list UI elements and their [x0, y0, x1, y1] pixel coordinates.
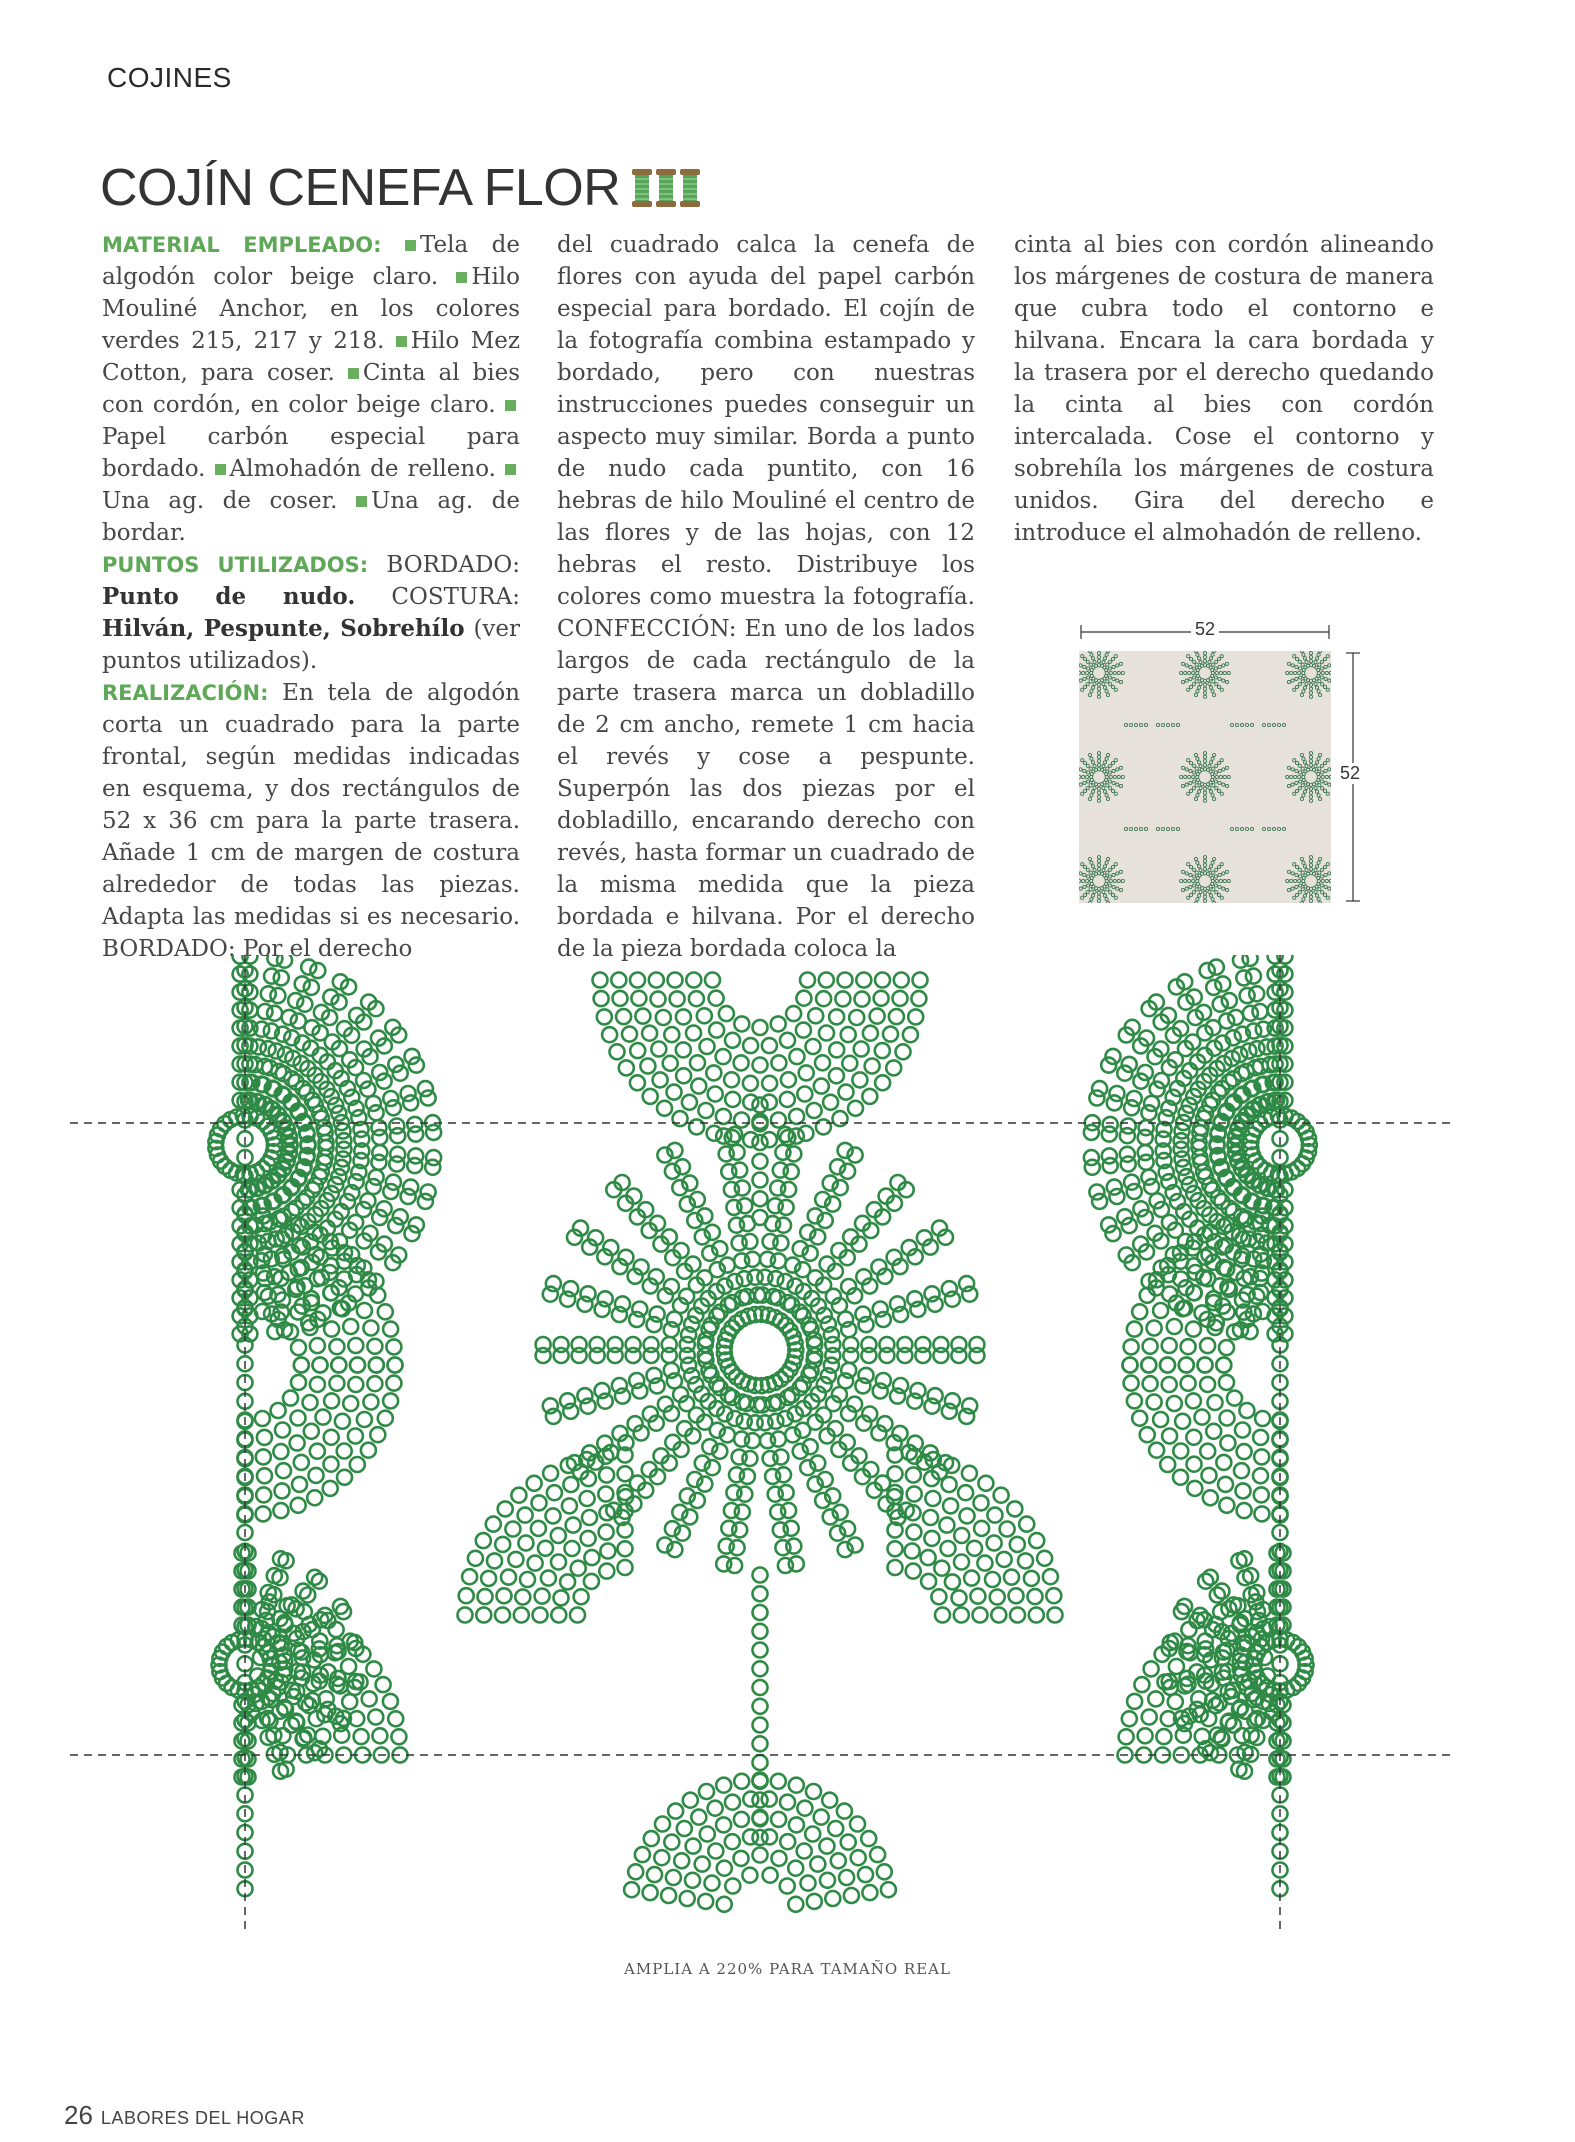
difficulty-rating: [632, 169, 700, 207]
material-item: Papel carbón especial para bordado.: [102, 424, 520, 482]
page-number: 26: [64, 2100, 93, 2130]
realizacion-label: REALIZACIÓN:: [102, 681, 269, 705]
cushion-thumbnail: [1079, 651, 1331, 903]
height-label: 52: [1336, 763, 1364, 784]
bullet-square-icon: [505, 464, 516, 475]
section-label: COJINES: [107, 62, 232, 93]
bullet-square-icon: [405, 240, 416, 251]
puntos-text: BORDADO:: [386, 552, 520, 578]
bullet-square-icon: [348, 368, 359, 379]
text-column-2: del cuadrado calca la cenefa de flores con ayuda del papel carbón especial para bordado. El cojín de la fotografía combina estampado y bordado, pero con nuestras instrucciones puedes conseguir un aspecto muy similar. Borda a punto de nudo cada puntito, con 16 hebras de hilo Mouliné el centro de las flores y de las hojas, con 12 hebras el resto. Distribuye los colores como muestra la fotografía. CONFECCIÓN: En uno de los lados largos de cada rectángulo de la parte trasera marca un dobladillo de 2 cm ancho, remete 1 cm hacia el revés y cose a pespunte. Superpón las dos piezas por el dobladillo, encarando derecho con revés, hasta formar un cuadrado de la misma medida que la pieza bordada e hilvana. Por el derecho de la pieza bordada coloca la: [557, 232, 975, 962]
thread-spool-icon: [656, 169, 676, 207]
bullet-square-icon: [356, 496, 367, 507]
thread-spool-icon: [632, 169, 652, 207]
material-item: Una ag. de bordar.: [102, 488, 520, 546]
bullet-square-icon: [215, 464, 226, 475]
text-column-3: cinta al bies con cordón alineando los márgenes de costura de manera que cubra todo el contorno e hilvana. Encara la cara bordada y la trasera por el derecho quedando la cinta al bies con cordón intercalada. Cose el contorno y sobrehíla los márgenes de costura unidos. Gira del derecho e introduce el almohadón de relleno.: [1014, 232, 1434, 546]
page-title: COJÍN CENEFA FLOR: [100, 159, 621, 217]
material-item: Cinta al bies con cordón, en color beige claro.: [102, 360, 521, 418]
puntos-stitch: Punto de nudo.: [102, 583, 356, 610]
material-label: MATERIAL EMPLEADO:: [102, 233, 382, 257]
material-item: Almohadón de relleno.: [229, 456, 496, 482]
realizacion-text: En tela de algodón corta un cuadrado para la parte frontal, según medidas indicadas en esquema, y dos rectángulos de 52 x 36 cm para la parte trasera. Añade 1 cm de margen de costura alrededor de todas las piezas. Adapta las medidas si es necesario. BORDADO: Por el derecho: [102, 680, 520, 962]
material-item: Una ag. de coser.: [102, 488, 338, 514]
puntos-stitch: Hilván, Pespunte, Sobrehílo: [102, 615, 465, 642]
bullet-square-icon: [456, 272, 467, 283]
material-item: Tela de algodón color beige claro.: [102, 232, 520, 290]
thread-spool-icon: [680, 169, 700, 207]
embroidery-pattern: [70, 955, 1450, 1930]
page-footer: [64, 2100, 305, 2131]
puntos-text: (ver puntos utilizados).: [102, 616, 521, 674]
material-item: Hilo Mez Cotton, para coser.: [102, 328, 521, 386]
bullet-square-icon: [396, 336, 407, 347]
title-row: [100, 158, 700, 218]
bullet-square-icon: [505, 400, 516, 411]
puntos-label: PUNTOS UTILIZADOS:: [102, 553, 369, 577]
magazine-name: LABORES DEL HOGAR: [100, 2108, 305, 2128]
pattern-caption: AMPLIA A 220% PARA TAMAÑO REAL: [624, 1960, 951, 1978]
material-item: Hilo Mouliné Anchor, en los colores verdes 215, 217 y 218.: [102, 264, 521, 354]
puntos-text: COSTURA:: [391, 584, 520, 610]
text-column-1: [102, 229, 520, 965]
width-label: 52: [1191, 619, 1219, 640]
